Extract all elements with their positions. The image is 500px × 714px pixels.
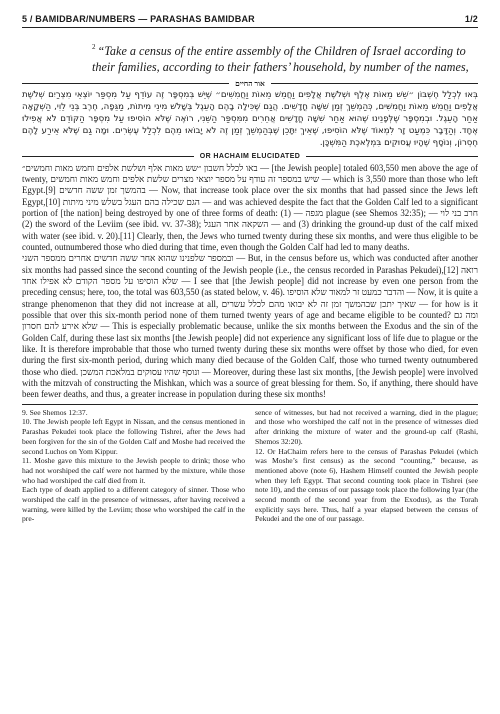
footnote-9: 9. See Shemos 12:37. [22,407,88,417]
elucidated-divider [22,153,478,160]
footnote-12: 12. Or HaChaim refers here to the census of Parashas Pekudei (which was Moshe’s first census) as the second “counting,” because, as mentioned above (note 6), Hashem Himself counted the Jewish people when they left Egypt. That second counting took place in Tishrei (see note 10), and the census of our passage took place the following Iyar (the second month of the second year from the Exodus), as the Torah explicitly says here. Thus, half a year elapsed between the census of Pekudei and the one of our passage. [255,446,478,524]
footnote-11-end: sence of witnesses, but had not received a warning, died in the plague; and those who worshiped the calf not in the presence of witnesses died after drinking the mixture of water and the ground-up calf (Rashi, Shemos 32:20). [255,407,478,446]
footnotes-left-column [22,408,245,524]
verse-number: 2 [92,43,96,51]
footnotes-right-column [255,408,478,524]
header-title: 5 / BAMIDBAR/NUMBERS — PARASHAS BAMIDBAR [22,14,255,24]
verse-text: “Take a census of the entire assembly of the Children of Israel according to their families, according to their fathers’ household, by number of the names, [92,44,469,74]
hebrew-commentary: בְּאוּ לְכְלַל חֶשְׁבּוֹן ״שֵׁשׁ מֵאוֹת אֶלֶף וּשְׁלֹשֶׁת אֲלָפִים וַחֲמֵשׁ מֵאוֹת וַחֲמִשִּׁים״ שֶׁיֵּשׁ בְּמִסְפָּר זֶה עוֹדֵף עַל מִסְפַּר יוֹצְאֵי מִצְרַיִם שְׁלֹשֶׁת אֲלָפִים וַחֲמֵשׁ מֵאוֹת וַחֲמִשִּׁים, כְּהַמְשֵׁךְ זְמַן שִׁשָּׁה חֳדָשִׁים. הֲגַם שֶׁכִּילָה בָהֶם הָעֵגֶל בְּשָׁלֹשׁ מִינֵי מִיתוֹת, מַגֵּפָה, חֶרֶב בְּנֵי לֵוִי, הַשְׁקָאָה אַחַר הָעֵגֶל. וּבְמִסְפָּר שֶׁלְּפָנֵינוּ שֶׁהוּא אַחַר שִׁשָּׁה חֳדָשִׁים אֲחֵרִים מִמִּסְפַּר הַשֵּׁנִי, רוֹאֶה שֶׁלֹּא הוֹסִיפוּ עַל מִסְפָּר הַקּוֹדֵם לֹא אֲפִילוּ אֶחָד. וְהַדָּבָר כִּמְעַט זָר לִמְאוֹד שֶׁלֹּא הוֹסִיפוּ, שֶׁאֵיךְ יִתָּכֵן שֶׁבְּהַמְשֵׁךְ זְמַן זֶה לֹא יָבוֹאוּ מֵהֶם לִכְלַל עֶשְׂרִים. וּמָה גַם שֶׁלֹּא אֵירַע לָהֶם חֶסְרוֹן, וְנוֹסָף שֶׁהָיוּ עֲסוּקִים בִּמְלֶאכֶת הַמִּשְׁכָּן. [22,90,478,148]
elucidated-paragraph-2: ובמספר שלפנינו שהוא אחר ששה חדשים אחרים ממספר השני — But, in the census before us, which was conducted after another six months had passed since the second counting of the Jewish people (i.e., the census recorded in Parashas Pekudei),[12] רואה שלא הוסיפו על מספר הקודם לא אפילו אחד — I see that [the Jewish people] did not increase by even one person from the preceding census; here, too, the total was 603,550 (as stated below, v. 46). והדבר כמעט זר למאוד שלא הוסיפו — Now, it is quite a strange phenomenon that they did not increase at all, שאיך יתכן שבהמשך זמן זה לא יבואו מהם לכלל עשרים — for how is it possible that over this six-month period none of them turned twenty years of age and became eligible to be counted? ומה גם שלא אירע להם חסרון — This is especially problematic because, unlike the six months between the Exodus and the sin of the Golden Calf, during these last six months [the Jewish people] did not experience any significant loss of life due to plague or the like. It is therefore improbable that those who turned twenty during these six months were offset by those who died, for even during the first six-month period, during which many died because of the Golden Calf, those who turned twenty outnumbered those who died. ונוסף שהיו עסוקים במלאכת המשכן — Moreover, during these last six months, [the Jewish people] were involved with the mitzvah of constructing the Mishkan, which was a source of great blessing for them. So, if anything, there should have been fewer deaths, and thus, a greater increase in population during these six months! [22,253,479,400]
elucidated-label: OR HACHAIM ELUCIDATED [199,152,301,160]
footnote-11-continued: Each type of death applied to a different category of sinner. Those who worshiped the calf in the presence of witnesses, after having received a warning, were killed by the Leviim; those who worshiped the calf in the pre- [22,485,245,524]
elucidated-paragraph-1: באו לכלל חשבון ״שש מאות אלף ושלשת אלפים וחמש מאות וחמשים״ — [the Jewish people] totaled 603,550 men above the age of twenty, שיש במספר זה עודף על מספר יוצאי מצרים שלשת אלפים וחמש מאות וחמשים — which is 3,550 more than those who left Egypt.[9] בהמשך זמן ששה חדשים — Now, that increase took place over the six months that had passed since the Jews left Egypt,[10] הגם שכילה בהם העגל בשלש מיני מיתות — and was achieved despite the fact that the Golden Calf led to a significant portion of [the nation] being destroyed by one of three forms of death: מגפה — (1) plague (see Shemos 32:35); חרב בני לוי — (2) the sword of the Leviim (see ibid. vv. 37-38); השקאה אחר העגל — and (3) drinking the ground-up dust of the calf mixed with water (see ibid. v. 20).[11] Clearly, then, the Jews who turned twenty during these six months, and were thus eligible to be counted, outnumbered those who died during that time, even though the Golden Calf had led to many deaths. [22,162,479,252]
footnote-divider [22,404,478,405]
header-page-marker: 1/2 [464,14,478,24]
ohr-hachaim-divider [22,79,478,88]
footnote-10: 10. The Jewish people left Egypt in Nissan, and the census mentioned in Parashas Pekudei took place the following Tishrei, after the Jews had been forgiven for the sin of the Golden Calf and Moshe had received the second Luchos on Yom Kippur. [22,417,245,456]
running-header [22,14,478,28]
elucidated-commentary [22,163,478,401]
verse-translation [92,40,478,75]
footnote-11: 11. Moshe gave this mixture to the Jewish people to drink; those who had not worshiped the calf were not harmed by the mixture, while those who had worshiped the calf died from it. [22,456,245,485]
footnotes [22,408,478,524]
ohr-hachaim-label: אור החיים [235,79,265,88]
